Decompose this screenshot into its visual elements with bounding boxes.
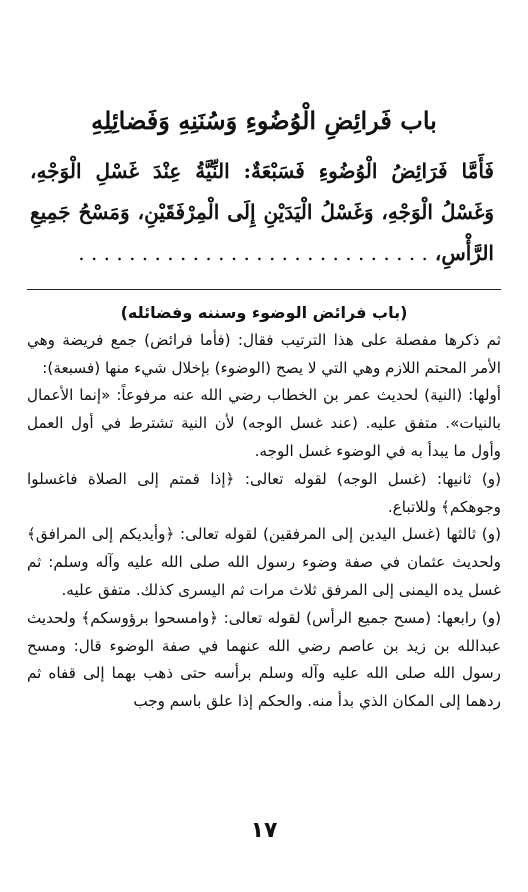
commentary-heading: (باب فرائض الوضوء وسننه وفضائله) [120, 303, 408, 322]
main-text-body: فَأَمَّا فَرَائِضُ الْوُضُوءِ فَسَبْعَةٌ: النِّيَّةُ عِنْدَ غَسْلِ الْوَجْهِ، وَغَسْلُ الْوَجْهِ، وَغَسْلُ الْيَدَيْنِ إِلَى الْمِرْفَقَيْنِ، وَمَسْحُ جَمِيعِ الرَّأْسِ، [30, 159, 494, 265]
commentary-paragraph-face: (و) ثانيها: (غسل الوجه) لقوله تعالى: ﴿إذا قمتم إلى الصلاة فاغسلوا وجوهكم﴾ وللاتباع. [27, 469, 501, 516]
ellipsis-dots: . . . . . . . . . . . . . . . . . . . . . . . . . . . . [78, 241, 428, 265]
commentary-paragraph-intention: أولها: (النية) لحديث عمر بن الخطاب رضي الله عنه مرفوعاً: «إنما الأعمال بالنيات». متفق عليه. (عند غسل الوجه) لأن النية تشترط في أول العمل وأول ما يبدأ به في الوضوء غسل الوجه. [27, 386, 501, 460]
page-number: ١٧ [250, 818, 278, 843]
chapter-title: باب فَرائِضِ الْوُضُوءِ وَسُنَنِهِ وَفَضائِلِهِ [91, 106, 437, 135]
section-divider [27, 289, 501, 290]
commentary-paragraph-hands: (و) ثالثها (غسل اليدين إلى المرفقين) لقوله تعالى: ﴿وأيديكم إلى المرافق﴾ ولحديث عثمان في صفة وضوء رسول الله صلى الله عليه وآله وسلم: ثم غسل يده اليمنى إلى المرفق ثلاث مرات ثم اليسرى كذلك. متفق عليه. [27, 525, 501, 599]
commentary [27, 299, 501, 716]
main-text [30, 151, 494, 274]
commentary-paragraph-intro: ثم ذكرها مفصلة على هذا الترتيب فقال: (فأما فرائض) جمع فريضة وهي الأمر المحتم اللازم وهي التي لا يصح (الوضوء) بإخلال شيء منها (فسبعة): [27, 330, 501, 377]
commentary-paragraph-head: (و) رابعها: (مسح جميع الرأس) لقوله تعالى: ﴿وامسحوا برؤوسكم﴾ ولحديث عبدالله بن زيد بن عاصم رضي الله عنهما في صفة الوضوء قال: ومسح رسول الله صلى الله عليه وآله وسلم برأسه حتى ذهب بهما إلى قفاه ثم ردهما إلى المكان الذي بدأ منه. والحكم إذا علق باسم وجب [27, 608, 501, 711]
